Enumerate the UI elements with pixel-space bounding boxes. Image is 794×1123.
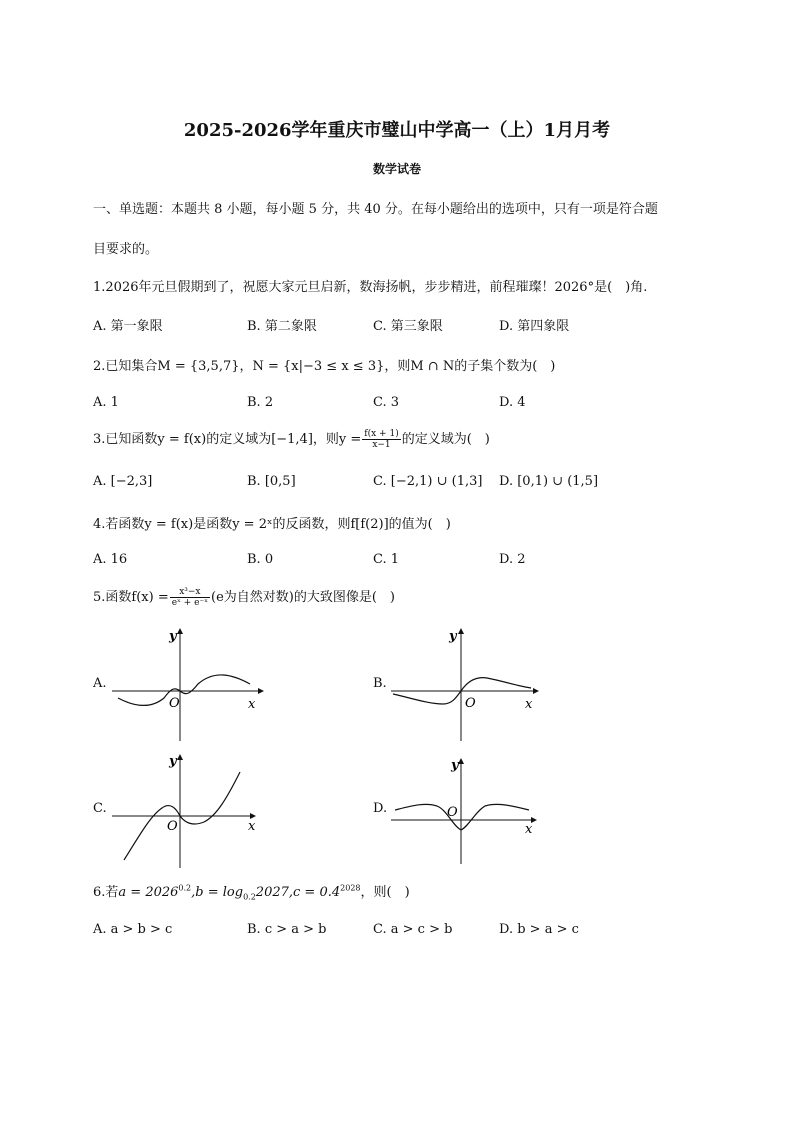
question-3-fraction xyxy=(362,429,400,450)
section-instruction-line2: 目要求的。 xyxy=(93,242,159,257)
x-axis-label: x xyxy=(525,822,533,837)
y-axis-label: y xyxy=(169,629,177,644)
origin-label: O xyxy=(447,805,458,820)
question-5-option-b[interactable]: B. xyxy=(373,676,387,691)
question-2-option-d[interactable]: D. 4 xyxy=(499,395,526,410)
question-6-expr-a: a = 2026 xyxy=(118,885,179,900)
x-axis-arrow-icon xyxy=(258,688,264,694)
y-axis-arrow-icon xyxy=(458,758,464,764)
question-5-stem-end: (e为自然对数)的大致图像是( ) xyxy=(211,590,395,605)
page-subtitle: 数学试卷 xyxy=(372,162,421,176)
fraction-denominator: x−1 xyxy=(372,440,391,450)
question-6-stem xyxy=(93,881,410,902)
question-1-option-b[interactable]: B. 第二象限 xyxy=(247,319,317,334)
x-axis-label: x xyxy=(248,697,256,712)
question-3-option-d[interactable]: D. [0,1) ∪ (1,5] xyxy=(499,474,599,489)
fraction-numerator: f(x + 1) xyxy=(364,429,399,439)
y-axis-label: y xyxy=(169,754,177,769)
question-4-option-c[interactable]: C. 1 xyxy=(373,552,400,567)
question-4-option-a[interactable]: A. 16 xyxy=(93,552,128,567)
graph-option-d xyxy=(391,756,541,866)
y-axis-arrow-icon xyxy=(458,628,464,634)
x-axis-label: x xyxy=(248,819,256,834)
section-instruction-line1: 一、单选题：本题共 8 小题，每小题 5 分，共 40 分。在每小题给出的选项中，只有一项是符合题 xyxy=(93,202,658,217)
question-5-option-c[interactable]: C. xyxy=(93,801,107,816)
question-6-exp-c: 2028 xyxy=(340,883,361,893)
question-4-option-b[interactable]: B. 0 xyxy=(247,552,274,567)
origin-label: O xyxy=(169,696,180,711)
question-6-stem-end: ，则( ) xyxy=(360,885,410,900)
page-title: 2025-2026学年重庆市璧山中学高一（上）1月月考 xyxy=(183,120,611,141)
question-3-stem-start: 3.已知函数y = f(x)的定义域为[−1,4]，则y = xyxy=(93,432,362,447)
question-3-stem-end: 的定义域为( ) xyxy=(401,432,490,447)
graph-option-c xyxy=(112,750,262,868)
fraction-numerator: x³−x xyxy=(170,587,210,598)
x-axis-arrow-icon xyxy=(533,688,539,694)
question-5-stem-start: 5.函数f(x) = xyxy=(93,590,169,605)
question-6-exp-a: 0.2 xyxy=(178,883,192,893)
y-axis-label: y xyxy=(449,629,457,644)
question-5-option-a[interactable]: A. xyxy=(93,676,107,691)
x-axis-label: x xyxy=(525,697,533,712)
question-6-option-b[interactable]: B. c > a > b xyxy=(247,922,327,937)
question-1-stem: 1.2026年元旦假期到了，祝愿大家元旦启新，数海扬帆，步步精进，前程璀璨！2026°是( )角. xyxy=(93,280,648,295)
question-2-option-b[interactable]: B. 2 xyxy=(247,395,274,410)
question-2-option-c[interactable]: C. 3 xyxy=(373,395,400,410)
question-3-stem xyxy=(93,428,490,450)
question-3-option-c[interactable]: C. [−2,1) ∪ (1,3] xyxy=(373,474,483,489)
question-3-option-b[interactable]: B. [0,5] xyxy=(247,474,296,489)
question-6-option-c[interactable]: C. a > c > b xyxy=(373,922,453,937)
question-6-expr-b: ,b = log xyxy=(191,885,244,900)
function-curve xyxy=(118,675,250,706)
question-4-option-d[interactable]: D. 2 xyxy=(499,552,526,567)
question-1-option-d[interactable]: D. 第四象限 xyxy=(499,319,570,334)
question-4-stem: 4.若函数y = f(x)是函数y = 2ˣ的反函数，则f[f(2)]的值为( ) xyxy=(93,517,451,532)
y-axis-arrow-icon xyxy=(177,754,183,760)
question-2-option-a[interactable]: A. 1 xyxy=(93,395,119,410)
question-1-option-a[interactable]: A. 第一象限 xyxy=(93,319,163,334)
fraction-denominator: eˣ + e⁻ˣ xyxy=(171,598,209,608)
y-axis-label: y xyxy=(451,758,459,773)
origin-label: O xyxy=(167,819,178,834)
graph-option-a xyxy=(112,626,262,741)
question-6-expr-c: 2027,c = 0.4 xyxy=(255,885,341,900)
question-1-option-c[interactable]: C. 第三象限 xyxy=(373,319,443,334)
question-5-option-d[interactable]: D. xyxy=(373,801,388,816)
y-axis-arrow-icon xyxy=(177,628,183,634)
function-curve xyxy=(395,804,529,830)
question-5-stem xyxy=(93,586,395,608)
graph-option-b xyxy=(391,626,541,741)
question-6-option-d[interactable]: D. b > a > c xyxy=(499,922,579,937)
question-6-log-base: 0.2 xyxy=(243,892,256,902)
question-5-fraction xyxy=(170,587,210,608)
question-2-stem: 2.已知集合M = {3,5,7}，N = {x|−3 ≤ x ≤ 3}，则M ∩ N的子集个数为( ) xyxy=(93,359,556,374)
question-3-option-a[interactable]: A. [−2,3] xyxy=(93,474,153,489)
origin-label: O xyxy=(465,696,476,711)
question-6-option-a[interactable]: A. a > b > c xyxy=(93,922,173,937)
question-6-stem-start: 6.若 xyxy=(93,885,119,900)
